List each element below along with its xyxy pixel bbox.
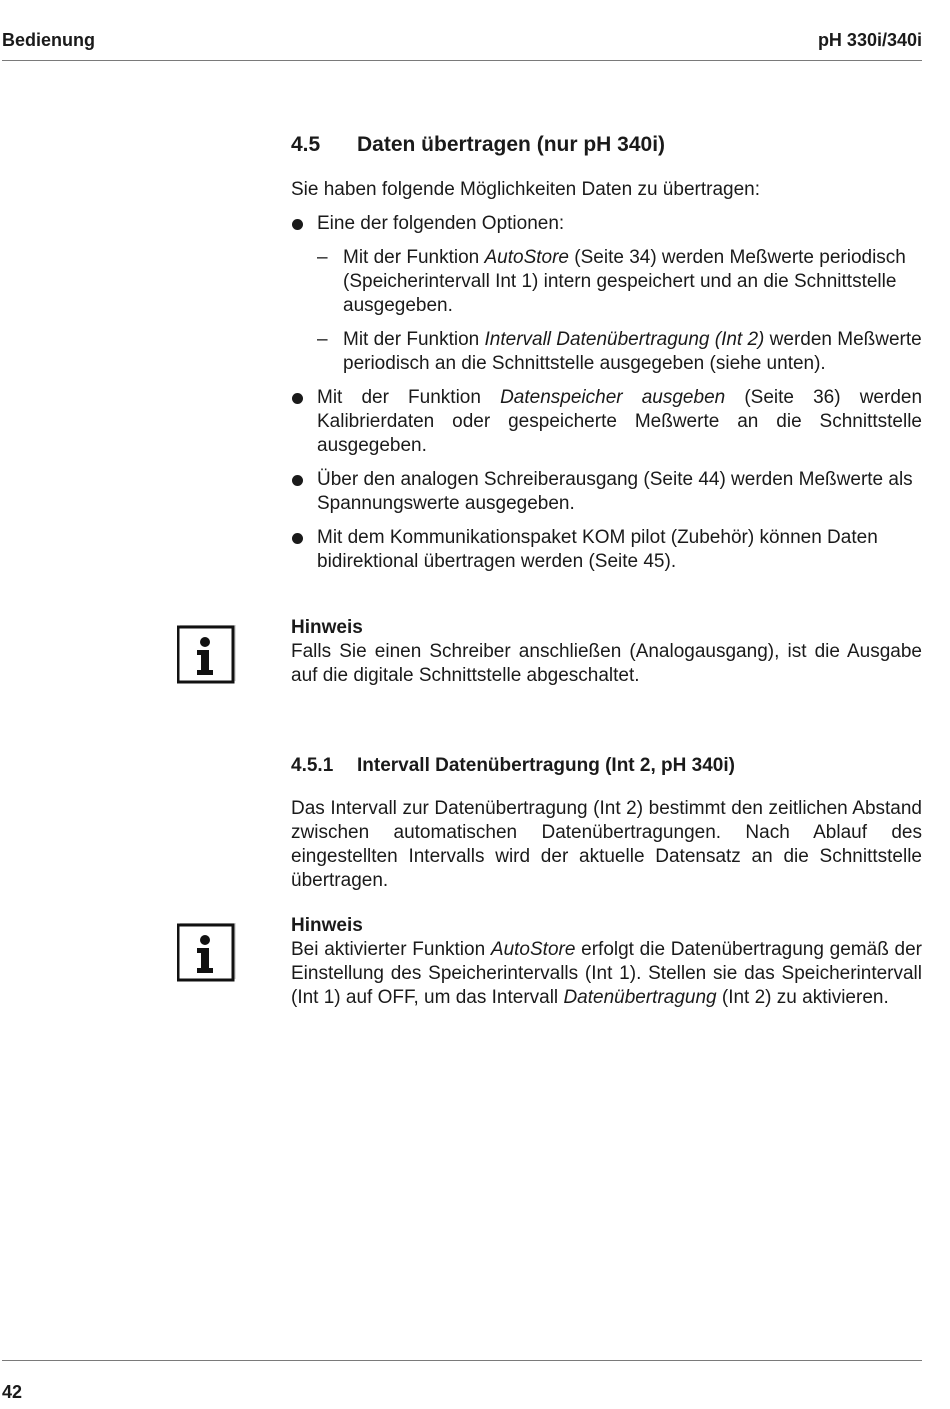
bullet-icon (292, 533, 303, 544)
bullet-text-post: (Seite 36) werden Kalibrierdaten oder gespeicherte Meßwerte an die Schnittstelle ausgegeben. (317, 387, 923, 456)
info-icon (177, 622, 239, 684)
bullet-text: Eine der folgenden Optionen: (317, 213, 565, 234)
sub-text-pre: Mit der Funktion (343, 247, 485, 268)
sub-list-item (291, 246, 922, 318)
list-item (291, 386, 922, 458)
note-text-part: (Int 2) zu aktivieren. (716, 987, 889, 1008)
note-block (291, 616, 922, 688)
list-item (291, 526, 922, 574)
list-item (291, 468, 922, 516)
section-body (291, 178, 922, 574)
page-header (0, 28, 922, 58)
subsection-number: 4.5.1 (291, 755, 334, 776)
header-chapter: Bedienung (2, 30, 95, 50)
footer-rule (2, 1360, 922, 1361)
header-rule (2, 60, 922, 61)
subsection-heading (291, 755, 735, 777)
info-icon (177, 920, 239, 982)
bullet-icon (292, 475, 303, 486)
note-title: Hinweis (291, 617, 363, 638)
sub-text-em: AutoStore (484, 247, 569, 268)
header-product: pH 330i/340i (817, 30, 922, 50)
note-block (291, 914, 922, 1010)
sub-list-item (291, 328, 922, 376)
sub-text-post: (Seite 34) werden Meßwerte periodisch (Speicherintervall Int 1) intern gespeichert und an die Schnittstelle ausgegeben. (343, 247, 906, 316)
note-text-part: Bei aktivierter Funktion (291, 939, 491, 960)
sub-text-pre: Mit der Funktion (343, 329, 485, 350)
note-text: Falls Sie einen Schreiber anschließen (Analogausgang), ist die Ausgabe auf die digitale Schnittstelle abgeschaltet. (291, 641, 922, 686)
section-heading (291, 133, 665, 157)
note-text-em: AutoStore (490, 939, 576, 960)
subsection-body (291, 797, 922, 893)
note-title: Hinweis (291, 915, 363, 936)
note-text (291, 938, 922, 1010)
section-title: Daten übertragen (nur pH 340i) (357, 133, 666, 156)
bullet-text: Über den analogen Schreiberausgang (Seite 44) werden Meßwerte als Spannungswerte ausgegeben. (317, 469, 913, 514)
bullet-icon (292, 219, 303, 230)
subsection-paragraph: Das Intervall zur Datenübertragung (Int 2) bestimmt den zeitlichen Abstand zwischen automatischen Datenübertragungen. Nach Ablauf des eingestellten Intervalls wird der aktuelle Datensatz an die Schnittstelle übertragen. (291, 798, 922, 891)
section-intro: Sie haben folgende Möglichkeiten Daten zu übertragen: (291, 179, 760, 200)
note-text-em: Datenübertragung (563, 987, 717, 1008)
bullet-text: Mit dem Kommunikationspaket KOM pilot (Zubehör) können Daten bidirektional übertragen werden (Seite 45). (317, 527, 878, 572)
sub-text-em: Intervall Datenübertragung (Int 2) (484, 329, 765, 350)
list-item (291, 212, 922, 236)
bullet-icon (292, 393, 303, 404)
note-text-part: erfolgt die Datenübertragung gemäß der Einstellung des Speicherintervalls (Int 1). Stellen sie das Speicherintervall (Int 1) auf OFF, um das Intervall (291, 939, 923, 1008)
dash-icon: – (317, 329, 328, 350)
bullet-text-em: Datenspeicher ausgeben (500, 387, 726, 408)
subsection-title: Intervall Datenübertragung (Int 2, pH 340i) (357, 755, 735, 776)
dash-icon: – (317, 247, 328, 268)
bullet-text-pre: Mit der Funktion (317, 387, 501, 408)
section-number: 4.5 (291, 133, 321, 156)
sub-text-post: werden Meßwerte periodisch an die Schnittstelle ausgegeben (siehe unten). (343, 329, 922, 374)
page-number: 42 (2, 1382, 23, 1402)
